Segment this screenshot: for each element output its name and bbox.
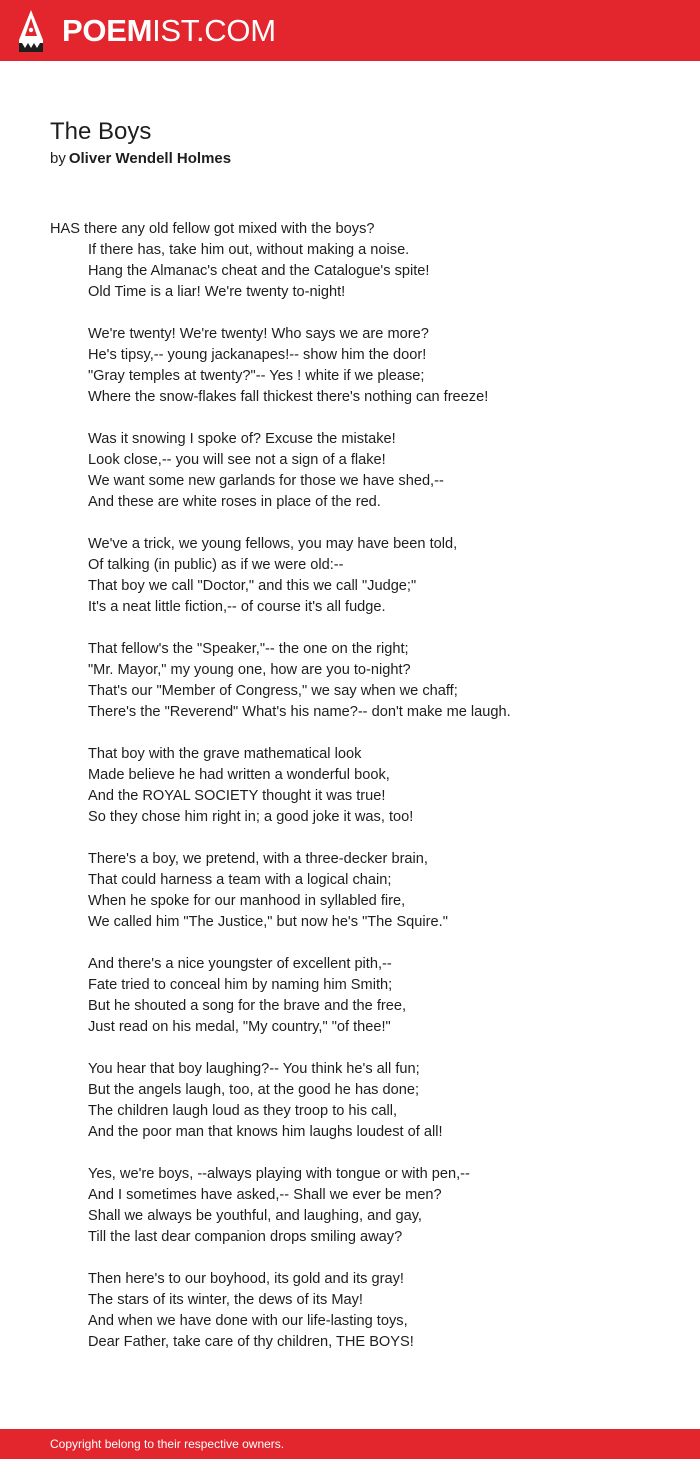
- poem-line: You hear that boy laughing?-- You think he's all fun;: [88, 1061, 420, 1077]
- poem-line: There's the "Reverend" What's his name?-- don't make me laugh.: [88, 704, 511, 720]
- poem-line: We want some new garlands for those we have shed,--: [88, 473, 444, 489]
- poem-line: That boy we call "Doctor," and this we call "Judge;": [88, 578, 417, 594]
- pen-nib-icon[interactable]: [18, 9, 44, 53]
- poem-line: Till the last dear companion drops smiling away?: [88, 1229, 403, 1245]
- poem-line: But he shouted a song for the brave and the free,: [88, 998, 407, 1014]
- poem-line: And when we have done with our life-lasting toys,: [88, 1313, 408, 1329]
- poem-line: If there has, take him out, without making a noise.: [88, 242, 410, 258]
- poem-line: And I sometimes have asked,-- Shall we ever be men?: [88, 1187, 442, 1203]
- poem-line: We've a trick, we young fellows, you may have been told,: [88, 536, 458, 552]
- poem-line: Where the snow-flakes fall thickest there's nothing can freeze!: [88, 389, 489, 405]
- poem-line: It's a neat little fiction,-- of course it's all fudge.: [88, 599, 386, 615]
- stanza: [50, 744, 670, 828]
- stanza: [50, 954, 670, 1038]
- poem-line: He's tipsy,-- young jackanapes!-- show him the door!: [88, 347, 427, 363]
- poem-line: When he spoke for our manhood in syllabled fire,: [88, 893, 406, 909]
- poem-body: [50, 219, 670, 1374]
- stanza: [50, 534, 670, 618]
- poem-line: The children laugh loud as they troop to his call,: [88, 1103, 398, 1119]
- poem-line: That fellow's the "Speaker,"-- the one on the right;: [88, 641, 409, 657]
- poem-line: But the angels laugh, too, at the good he has done;: [88, 1082, 420, 1098]
- stanza: [50, 324, 670, 408]
- stanza: [50, 1164, 670, 1248]
- poem-line: "Mr. Mayor," my young one, how are you to-night?: [88, 662, 411, 678]
- stanza: [50, 849, 670, 933]
- poem-line: We're twenty! We're twenty! Who says we are more?: [88, 326, 429, 342]
- poem-line: Shall we always be youthful, and laughing, and gay,: [88, 1208, 422, 1224]
- poem-line: And the ROYAL SOCIETY thought it was true!: [88, 788, 386, 804]
- poem-line: That's our "Member of Congress," we say when we chaff;: [88, 683, 458, 699]
- site-header: [0, 0, 700, 61]
- stanza: [50, 219, 670, 303]
- poem-line: Was it snowing I spoke of? Excuse the mistake!: [88, 431, 396, 447]
- poem-line: Hang the Almanac's cheat and the Catalogue's spite!: [88, 263, 430, 279]
- copyright-notice: Copyright belong to their respective owners.: [50, 1437, 285, 1451]
- poem-line: And the poor man that knows him laughs loudest of all!: [88, 1124, 443, 1140]
- poem-line: And there's a nice youngster of excellent pith,--: [88, 956, 392, 972]
- site-footer: [0, 1429, 700, 1459]
- poem-line: That could harness a team with a logical chain;: [88, 872, 392, 888]
- poem-line: Dear Father, take care of thy children, THE BOYS!: [88, 1334, 414, 1350]
- poem-line: Fate tried to conceal him by naming him Smith;: [88, 977, 393, 993]
- logo-text-bold: POEM: [62, 13, 153, 48]
- poem-line: Then here's to our boyhood, its gold and its gray!: [88, 1271, 404, 1287]
- site-logo[interactable]: [62, 12, 276, 50]
- logo-text-light: IST.COM: [152, 13, 276, 48]
- by-label: by: [50, 150, 66, 167]
- poem-line: Look close,-- you will see not a sign of a flake!: [88, 452, 386, 468]
- poem-line: Made believe he had written a wonderful book,: [88, 767, 390, 783]
- poem-title: The Boys: [50, 118, 152, 145]
- byline: [50, 149, 231, 169]
- poem-line: "Gray temples at twenty?"-- Yes ! white if we please;: [88, 368, 425, 384]
- poem-line: We called him "The Justice," but now he's "The Squire.": [88, 914, 448, 930]
- poem-line: That boy with the grave mathematical look: [88, 746, 362, 762]
- stanza: [50, 639, 670, 723]
- stanza: [50, 429, 670, 513]
- poem-line: Just read on his medal, "My country," "of thee!": [88, 1019, 391, 1035]
- author-name: Oliver Wendell Holmes: [68, 150, 232, 167]
- poem-line: So they chose him right in; a good joke it was, too!: [88, 809, 414, 825]
- poem-line: The stars of its winter, the dews of its May!: [88, 1292, 363, 1308]
- poem-line: Old Time is a liar! We're twenty to-night!: [88, 284, 346, 300]
- poem-line: Yes, we're boys, --always playing with tongue or with pen,--: [88, 1166, 470, 1182]
- poem-line: There's a boy, we pretend, with a three-decker brain,: [88, 851, 428, 867]
- poem-line: HAS there any old fellow got mixed with the boys?: [50, 221, 375, 237]
- stanza: [50, 1269, 670, 1353]
- poem-line: And these are white roses in place of the red.: [88, 494, 381, 510]
- stanza: [50, 1059, 670, 1143]
- poem-line: Of talking (in public) as if we were old:--: [88, 557, 344, 573]
